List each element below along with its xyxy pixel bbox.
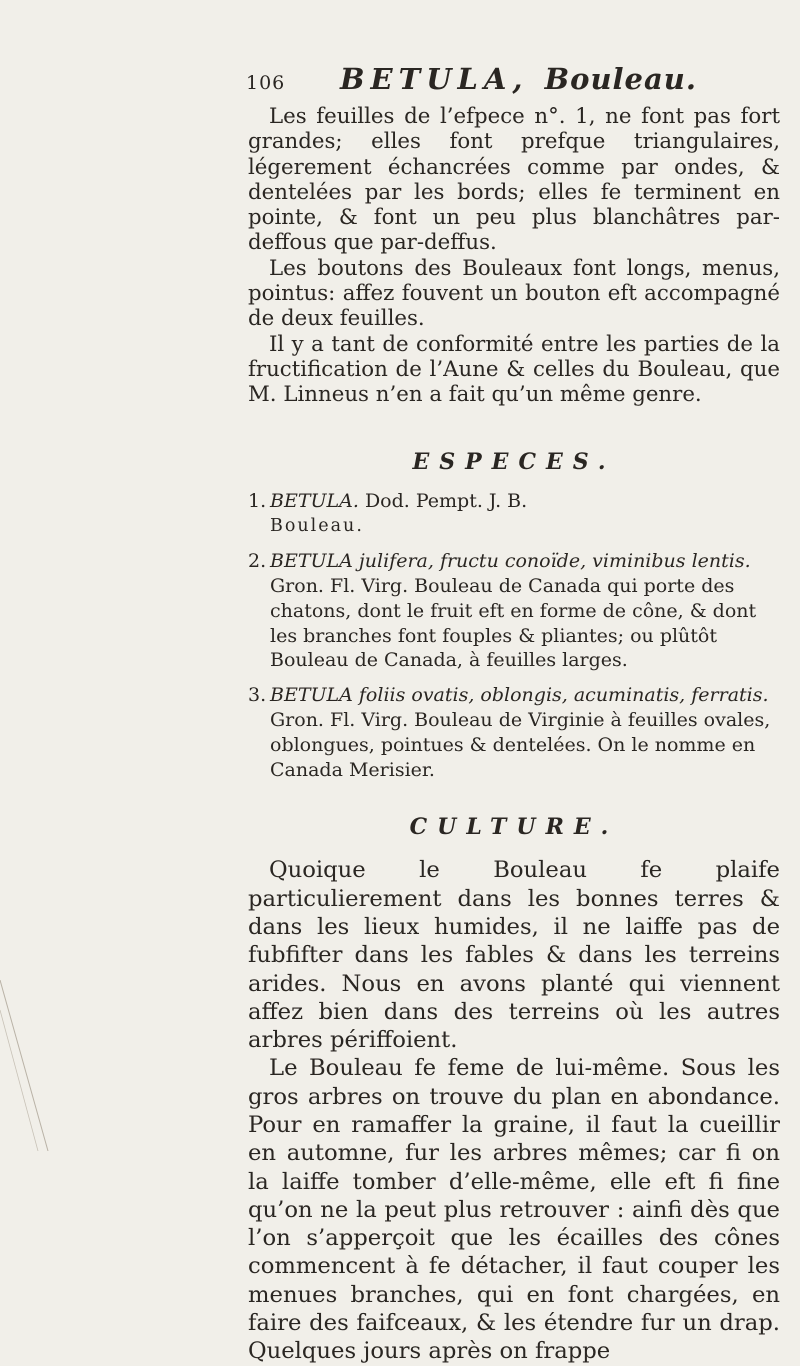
species-entry-1 <box>248 489 780 540</box>
page-body <box>248 104 780 1366</box>
intro-paragraph-2: Les boutons des Bouleaux font longs, menus, pointus: affez fouvent un bouton eft accompagné de deux feuilles. <box>248 255 780 332</box>
species-description: Gron. Fl. Virg. Bouleau de Canada qui porte des chatons, dont le fruit eft en forme de cône, & dont les branches font fouples & pliantes; ou plûtôt Bouleau de Canada, à feuilles larges. <box>270 574 757 672</box>
especes-heading: ESPECES. <box>412 448 616 475</box>
species-number: 3. <box>248 684 267 707</box>
species-latin: BETULA. <box>270 489 359 512</box>
species-reference: Dod. Pempt. J. B. <box>364 489 528 512</box>
intro-paragraph-3: Il y a tant de conformité entre les parties de la fructification de l’Aune & celles du Bouleau, que M. Linneus n’en a fait qu’un même genre. <box>248 331 780 408</box>
paper-mark <box>0 980 120 1151</box>
culture-paragraph-1: Quoique le Bouleau fe plaife particulierement dans les bonnes terres & dans les lieux humides, il ne laiffe pas de fubfifter dans les fables & dans les terreins arides. Nous en avons planté qui viennent affez bien dans des terreins où les autres arbres périffoient. <box>248 857 780 1054</box>
species-latin: BETULA foliis ovatis, oblongis, acuminatis, ferratis. <box>270 684 769 707</box>
species-number: 1. <box>248 489 267 512</box>
culture-heading: CULTURE. <box>409 814 619 841</box>
running-head <box>340 62 697 96</box>
culture-paragraph-2: Le Bouleau fe feme de lui-même. Sous les gros arbres on trouve du plan en abondance. Pour en ramaffer la graine, il faut la cueillir en automne, fur les arbres mêmes; car fi on la laiffe tomber d’elle-même, elle eft fi fine qu’on ne la peut plus retrouver : ainfi dès que l’on s’apperçoit que les écailles des cônes commencent à fe détacher, il faut couper les menues branches, qui en font chargées, en faire des faifceaux, & les étendre fur un drap. Quelques jours après on frappe <box>248 1055 780 1365</box>
page-header <box>246 62 760 102</box>
species-number: 2. <box>248 550 267 573</box>
running-head-genus: BETULA, <box>340 62 529 96</box>
running-head-common: Bouleau. <box>544 62 697 96</box>
species-description: Gron. Fl. Virg. Bouleau de Virginie à feuilles ovales, oblongues, pointues & dentelées. On le nomme en Canada Merisier. <box>270 708 771 781</box>
species-entry-3 <box>248 683 780 782</box>
species-common-name: Bouleau. <box>270 516 364 537</box>
page-number: 106 <box>246 72 286 94</box>
intro-paragraph-1: Les feuilles de l’efpece n°. 1, ne font pas fort grandes; elles font prefque triangulaires, légerement échancrées comme par ondes, & dentelées par les bords; elles fe terminent en pointe, & font un peu plus blanchâtres par-deffous que par-deffus. <box>248 104 780 256</box>
species-latin: BETULA julifera, fructu conoïde, viminibus lentis. <box>270 550 751 573</box>
species-entry-2 <box>248 549 780 673</box>
culture-section <box>248 856 780 1365</box>
